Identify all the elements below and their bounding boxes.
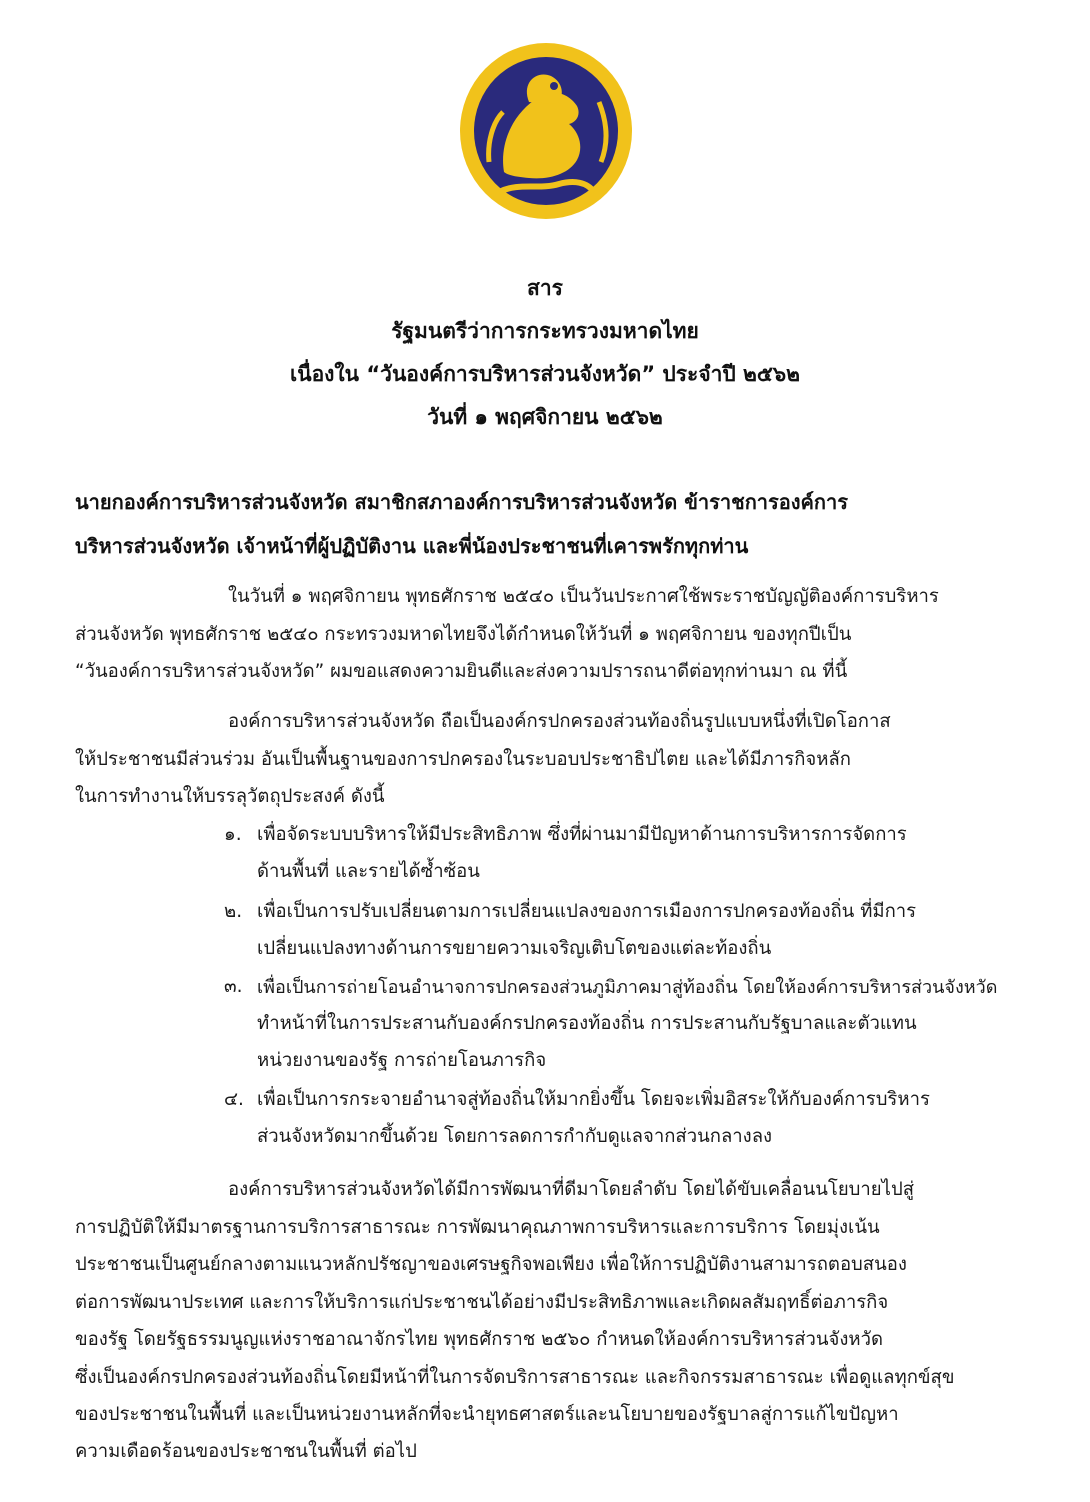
list-item-line: เพื่อเป็นการกระจายอำนาจสู่ท้องถิ่นให้มากยิ่งขึ้น โดยจะเพิ่มอิสระให้กับองค์การบริหาร [257, 1089, 930, 1110]
salutation-line-1: นายกองค์การบริหารส่วนจังหวัด สมาชิกสภาองค์การบริหารส่วนจังหวัด ข้าราชการองค์การ [75, 490, 849, 514]
list-item-line: เปลี่ยนแปลงทางด้านการขยายความเจริญเติบโตของแต่ละท้องถิ่น [257, 938, 772, 959]
para3-line: ของประชาชนในพื้นที่ และเป็นหน่วยงานหลักที่จะนำยุทธศาสตร์และนโยบายของรัฐบาลสู่การแก้ไขปัญหา [75, 1404, 899, 1425]
seal-icon [459, 42, 633, 220]
para3-line: ประชาชนเป็นศูนย์กลางตามแนวหลักปรัชญาของเศรษฐกิจพอเพียง เพื่อให้การปฏิบัติงานสามารถตอบสนอง [75, 1254, 907, 1275]
sender-title: รัฐมนตรีว่าการกระทรวงมหาดไทย [391, 319, 699, 343]
para1-line: “วันองค์การบริหารส่วนจังหวัด” ผมขอแสดงความยินดีและส่งความปรารถนาดีต่อทุกท่านมา ณ ที่นี้ [75, 661, 848, 682]
para3-line: ซึ่งเป็นองค์กรปกครองส่วนท้องถิ่นโดยมีหน้าที่ในการจัดบริการสาธารณะ และกิจกรรมสาธารณะ เพื่อดูแลทุกข์สุข [75, 1367, 955, 1388]
date-line: วันที่ ๑ พฤศจิกายน ๒๕๖๒ [427, 405, 663, 429]
list-item-line: เพื่อจัดระบบบริหารให้มีประสิทธิภาพ ซึ่งที่ผ่านมามีปัญหาด้านการบริหารการจัดการ [257, 824, 907, 845]
para3-line: ความเดือดร้อนของประชาชนในพื้นที่ ต่อไป [75, 1441, 417, 1462]
occasion: เนื่องใน “วันองค์การบริหารส่วนจังหวัด” ประจำปี ๒๕๖๒ [290, 362, 800, 386]
list-item-line: เพื่อเป็นการปรับเปลี่ยนตามการเปลี่ยนแปลงของการเมืองการปกครองท้องถิ่น ที่มีการ [257, 901, 917, 922]
para3-line: องค์การบริหารส่วนจังหวัดได้มีการพัฒนาที่ดีมาโดยลำดับ โดยได้ขับเคลื่อนนโยบายไปสู่ [228, 1179, 914, 1200]
list-item-number: ๑. [224, 824, 242, 845]
document-type: สาร [527, 276, 563, 300]
list-item-line: เพื่อเป็นการถ่ายโอนอำนาจการปกครองส่วนภูมิภาคมาสู่ท้องถิ่น โดยให้องค์การบริหารส่วนจังหวัด [257, 977, 998, 998]
para3-line: ต่อการพัฒนาประเทศ และการให้บริการแก่ประชาชนได้อย่างมีประสิทธิภาพและเกิดผลสัมฤทธิ์ต่อภารกิจ [75, 1292, 889, 1313]
list-item-number: ๔. [224, 1089, 244, 1110]
list-item-line: ส่วนจังหวัดมากขึ้นด้วย โดยการลดการกำกับดูแลจากส่วนกลางลง [257, 1126, 773, 1147]
para2-line: ให้ประชาชนมีส่วนร่วม อันเป็นพื้นฐานของการปกครองในระบอบประชาธิปไตย และได้มีภารกิจหลัก [75, 749, 851, 770]
para1-line: ส่วนจังหวัด พุทธศักราช ๒๕๔๐ กระทรวงมหาดไทยจึงได้กำหนดให้วันที่ ๑ พฤศจิกายน ของทุกปีเป็น [75, 624, 852, 645]
para1-line: ในวันที่ ๑ พฤศจิกายน พุทธศักราช ๒๕๔๐ เป็นวันประกาศใช้พระราชบัญญัติองค์การบริหาร [228, 586, 939, 607]
list-item-line: หน่วยงานของรัฐ การถ่ายโอนภารกิจ [257, 1050, 547, 1071]
list-item-number: ๒. [224, 901, 243, 922]
para2-line: องค์การบริหารส่วนจังหวัด ถือเป็นองค์กรปกครองส่วนท้องถิ่นรูปแบบหนึ่งที่เปิดโอกาส [228, 711, 891, 732]
list-item-line: ทำหน้าที่ในการประสานกับองค์กรปกครองท้องถิ่น การประสานกับรัฐบาลและตัวแทน [257, 1013, 917, 1034]
para3-line: ของรัฐ โดยรัฐธรรมนูญแห่งราชอาณาจักรไทย พุทธศักราช ๒๕๖๐ กำหนดให้องค์การบริหารส่วนจังหวัด [75, 1329, 884, 1350]
list-item-line: ด้านพื้นที่ และรายได้ซ้ำซ้อน [257, 861, 480, 882]
list-item-number: ๓. [224, 976, 243, 997]
para2-line: ในการทำงานให้บรรลุวัตถุประสงค์ ดังนี้ [75, 786, 385, 807]
salutation-line-2: บริหารส่วนจังหวัด เจ้าหน้าที่ผู้ปฏิบัติงาน และพี่น้องประชาชนที่เคารพรักทุกท่าน [75, 534, 749, 558]
para3-line: การปฏิบัติให้มีมาตรฐานการบริการสาธารณะ การพัฒนาคุณภาพการบริหารและการบริการ โดยมุ่งเน้น [75, 1217, 880, 1238]
